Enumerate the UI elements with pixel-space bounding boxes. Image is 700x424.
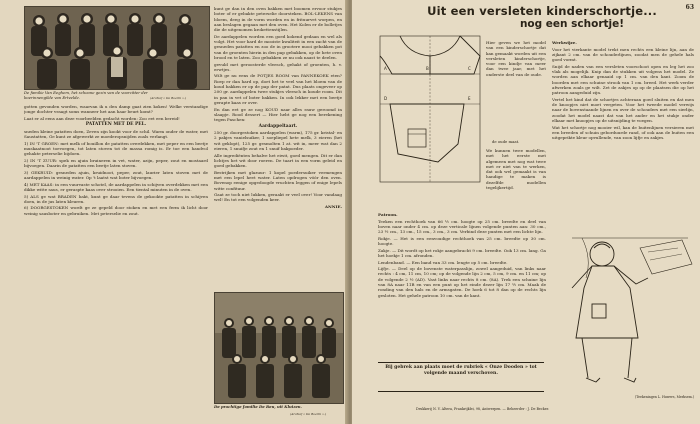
werkwijze-paragraph: Wat het schortje nog mooier wil, kan de buitenlijnen versieren met een breeden of schuin geborduurde rand, of ook aan de buiten een uitgeprikte kleur opvullende, van zoon lijfje en zakjes. <box>552 124 694 141</box>
col2-paragraph: En dan eet ge ze nog KOUD naar alles rauw geroomd in slaapje. Rood dessert — Hier hebt ge nog een berekening tegen Paschen: <box>214 106 342 123</box>
col2-heading: Aardappeltaart. <box>258 123 298 129</box>
svg-text:A: A <box>384 66 387 71</box>
intro-paragraph-2: We kunnen twee modellen, met het eerste met algemeen met nog wat twee met er niet van te werken, dat ook wel gemaakt is van handige te maken is dezelfde modellen tegelijkertijd. <box>486 148 546 191</box>
col1-paragraph: 3) GEKRUID: gesneden ajuin, kruidnoot, peper, zout, laurier laten stoven met de aardappelen in weinig water. Op 't laatst wat boter bijvoegen. <box>24 169 208 181</box>
col2-paragraph: Alle ingrediënten behalve het eiwit, goed mengen. Dit er dan lichtjes het wit door roeren. De taart in een vorm geleid en goed gebakken. <box>214 152 342 169</box>
col2-paragraph: Gaat ze toch niet lukken, geraakt er veel over! Voor vandaag wel! En tot een volgenden keer. <box>214 192 342 203</box>
child-apron-illustration <box>552 218 698 394</box>
patroon-paragraph: Rokje. — Het is een eenvoudige rechthoek van 25 cm. breedte op 30 cm. hoogte. <box>378 235 546 247</box>
werkwijze-paragraph: Snijd de naden van een versleten voorschoot open en leg het zoo vlak als mogelijk. Knip dan de stukken uit volgens het model. Ze worden aan elkaar genaaid op 1 cm. van den kant. Zoom de boorden met een schuine strook van 1 cm. breed. Het werk verder afwerken zoals ge wilt. Zet de zakjes op op de plaatsen die op het patroon aangeduid zijn. <box>552 63 694 96</box>
col2-paragraph: Bestrijken met glazuur: 1 kopel poedersuiker vermengen met een lepel heet water. Laten opdrogen vóór den oven. Bovenop eenige opgedoogde vruchten leggen of enige lepels witte confituur. <box>214 169 342 191</box>
page-number: 63 <box>685 4 694 11</box>
photo1-caption-line1: De familie Van Eeghem, het schoone gezin van de voorzitter der <box>24 90 148 95</box>
col2-paragraph: 250 gr. doorgestoken aardappelen (warm), 175 gr. kristal- en 2 pakjes vanielsuiker, 1 soepliepel hete melk, 3 eieren (het wit geklopt), 125 gr. gesmolten 1 at. wit in, meer wat dan 2 eieren, 1 snuifje zout en 1 snuif bakpoeder. <box>214 130 342 151</box>
left-column-1 <box>24 104 208 416</box>
family-photo-2-figures <box>215 293 343 403</box>
patroon-heading: Patroon. <box>378 212 398 217</box>
col1-paragraph: 5) ALS ge wat BRADEN bakt, kunt ge daar tevens de gekookte patatten in schijven doen, in de jus laten kleuren. <box>24 193 208 204</box>
col1-paragraph: sneden kleine patatten doen, Zeven zijn kookt voor de schil. Warm onder de water, met Saustatten, Ge kunt ze afgewerkt ze moederopsnijden zoals verlangt. <box>24 128 208 140</box>
family-photo-figures <box>25 7 209 89</box>
article-subtitle: nog een schortje! <box>519 18 625 30</box>
article-title: Uit een versleten kinderschortje... <box>427 4 657 18</box>
col1-paragraph: 1) IN 'T GROEN: met melk of bouillon de patatten overdekken, met peper en een beetje muskaatnoot toevoegen, tot laten stoven tot de massa romig is. Er toe een handvol gehakte peterselie bijdoen. <box>24 140 208 157</box>
pattern-diagram <box>378 34 482 184</box>
col1-paragraph: Laat er al eens aan deze voorbeelden gedacht worden: Zoo eet een bereid! <box>24 115 180 121</box>
col1-paragraph: gotten gevonden worden, waarvan ik u den damp gaat zien koken! Welke verstandige jonge dochter vraagt soms wanneer het aan haar beurt komt? <box>24 104 208 115</box>
diagram-caption: de oude maat. <box>492 139 520 144</box>
werkwijze-heading: Werkwijze. <box>552 40 577 45</box>
patroon-paragraph: Lijfje. — Deel op de bovenste waterpasslijn, zowel aangeduid, van links naar rechts : 4 cm, 11 cm, 10 cm; op de volgende lijn 2 cm, 5 cm, 9 cm. en 11 cm; op de volgende 2 ½ (AD). Vast links naar rechts 8 cm. (8A). Trek een schuine lijn van 8A naar 11B en van een punt op het einde dezer lijn 17 ½ cm. Maak de ronding van den hals en de armsgaten. De hoek 6 tot 8 dan op de rechts lijn gesloten. Het gehele patroon 10 cm. van de kant. <box>378 266 546 298</box>
col2-paragraph: kunt ge dan in den oven bakken met boomen ervoor stukjes boter of er gebakte peterselie doorsteken. BOL-LEKENS van bloem, deeg in de vorm worden en in frituurvet worpen, en aan beslagen gegaan met den oven. Het Kolen er de bolletjes die de uitgenomen krokettenstijlen. <box>214 6 342 33</box>
col1-paragraph: 2) IN 'T ZUUR: spek en ajuin bruineren in vet, water, azijn, peper, zout en mostaard bijvoegen. Daarin de patatten een beetje laten stoven. <box>24 157 208 169</box>
intro-column-2 <box>486 148 546 206</box>
svg-text:B: B <box>426 66 429 71</box>
family-photo-van-eeghem <box>24 6 210 90</box>
werkwijze-column <box>552 40 694 216</box>
svg-text:C: C <box>468 66 471 71</box>
right-page <box>352 0 700 424</box>
col2-signature: ANNIE. <box>324 204 342 210</box>
werkwijze-paragraph: Vertel het kind dat de schortjes achteraan goed sluiten en dat men de knoopjes niet moet vergeten. Voor het tweede model verwijs naar de bovenstaande lijnen en over de schouders met een sierlijn, zoodat het model naast dat van het ander en het stukje onder elkaar met knoopjes op de uitsnijding te voegen. <box>552 96 694 124</box>
left-page <box>0 0 348 424</box>
col1-paragraph: 4) MET KAAS: in een vuurvaste schotel, de aardappelen in schijven overdekken met een dikke witte saus, er geraspte kaas over strooien. Een tiental minuten in de oven. <box>24 181 208 192</box>
photo2-credit: (Archief « De Boerin ».) <box>290 412 327 416</box>
col2-paragraph: Wilt ge nu eens de POTJES ROOM van PANNEKOEK eten? Roep er dan hard op, doet het te veel van het bloem van de koud bakken er op de pap der patat. Dus plaats ongeveer op 200 gr. aardappelen twee stukjes vleesch in koude room. Dit in pan in vet of boter bakken. In ook lekker met een beetje gerapte kaas er over. <box>214 73 342 105</box>
family-photo-de-reu <box>214 292 344 404</box>
announcement-text: Bij gebrek aan plaats moet de rubriek « Onze Dooden » tot volgende maand verschoven. <box>385 365 537 376</box>
announcement-box <box>378 362 544 392</box>
printer-footer: Drukkerij N. V. Altera, Frankrijklei, 98, Antwerpen. — Beheerder : J. De Becker. <box>416 407 549 411</box>
intro-paragraph: Hier geven we het model van een kinderschortje dat kan gemaakt worden uit een versleten kinderschortje, voor een kindje van meer dan twee jaar, met het onderste deel van de oude. <box>486 40 546 77</box>
col2-paragraph: gevuld met geroosterde vleesch, gehakt of groenten, h. v. erwtjes. <box>214 61 342 72</box>
col2-paragraph: De aardappelen worden een goed kokend gedaan en wel als volgt. Het voor hard de mooiste kwaliteit in een zacht van de gesneden patatten en zoo de in grootere mooi gebakken pot van de groenten hierin in den pap gebakken, op de hete oven brood en te laten. Zoo gebakken ze nu ook naast te deelen. <box>214 33 342 60</box>
photo1-caption-line2: boerinnengilde van Ertvelde. <box>24 94 80 100</box>
svg-text:D: D <box>384 96 388 101</box>
col1-heading: PATATTEN MET DE PEL. <box>85 122 147 128</box>
patroon-paragraph: Lendenband. — Een band van 33 cm. lengte op 5 cm. breedte. <box>378 259 508 265</box>
patroon-column <box>378 212 546 352</box>
photo1-credit: (Archief « De Boerin ».) <box>150 96 187 100</box>
werkwijze-paragraph: Voor het vierkante model trekt men rechts een kleine lijn, aan de zijkant 2 cm. van de schouderlijnen, zoodat men de gehele hals goed vormt. <box>552 46 694 63</box>
patroon-paragraph: Zakje. — Dit wordt op het rokje aangebracht 9 cm. breedte. Ook 13 cm. lang. Ga het hoekje 1 cm. afronden. <box>378 247 546 258</box>
photo2-caption: De prachtige familie De Reu, uit Kluizen. <box>214 404 302 409</box>
intro-column <box>486 40 546 136</box>
svg-text:E: E <box>468 96 471 101</box>
illustration-credit: (Teekeningen L. Huwers, Merksem.) <box>634 395 694 399</box>
left-column-2 <box>214 6 342 286</box>
col1-paragraph: 6) DOORGESTOKEN wordt ge ze gepeld door stoken en met een ferm ik licht door weinig sausboter en gebruiken. Met peterselie en zout. <box>24 205 208 216</box>
patroon-paragraph: Teeken een rechthoek van 66 ½ cm. hoogte op 25 cm. breedte en deel van boven naar onder 4 cm. op deze verticale lijnen volgende punten aan: 30 cm., 23 ½ cm., 13 cm., 15 cm., 3 cm., 3 cm. Verbind deze punten met een lichte lijn. <box>378 218 546 235</box>
